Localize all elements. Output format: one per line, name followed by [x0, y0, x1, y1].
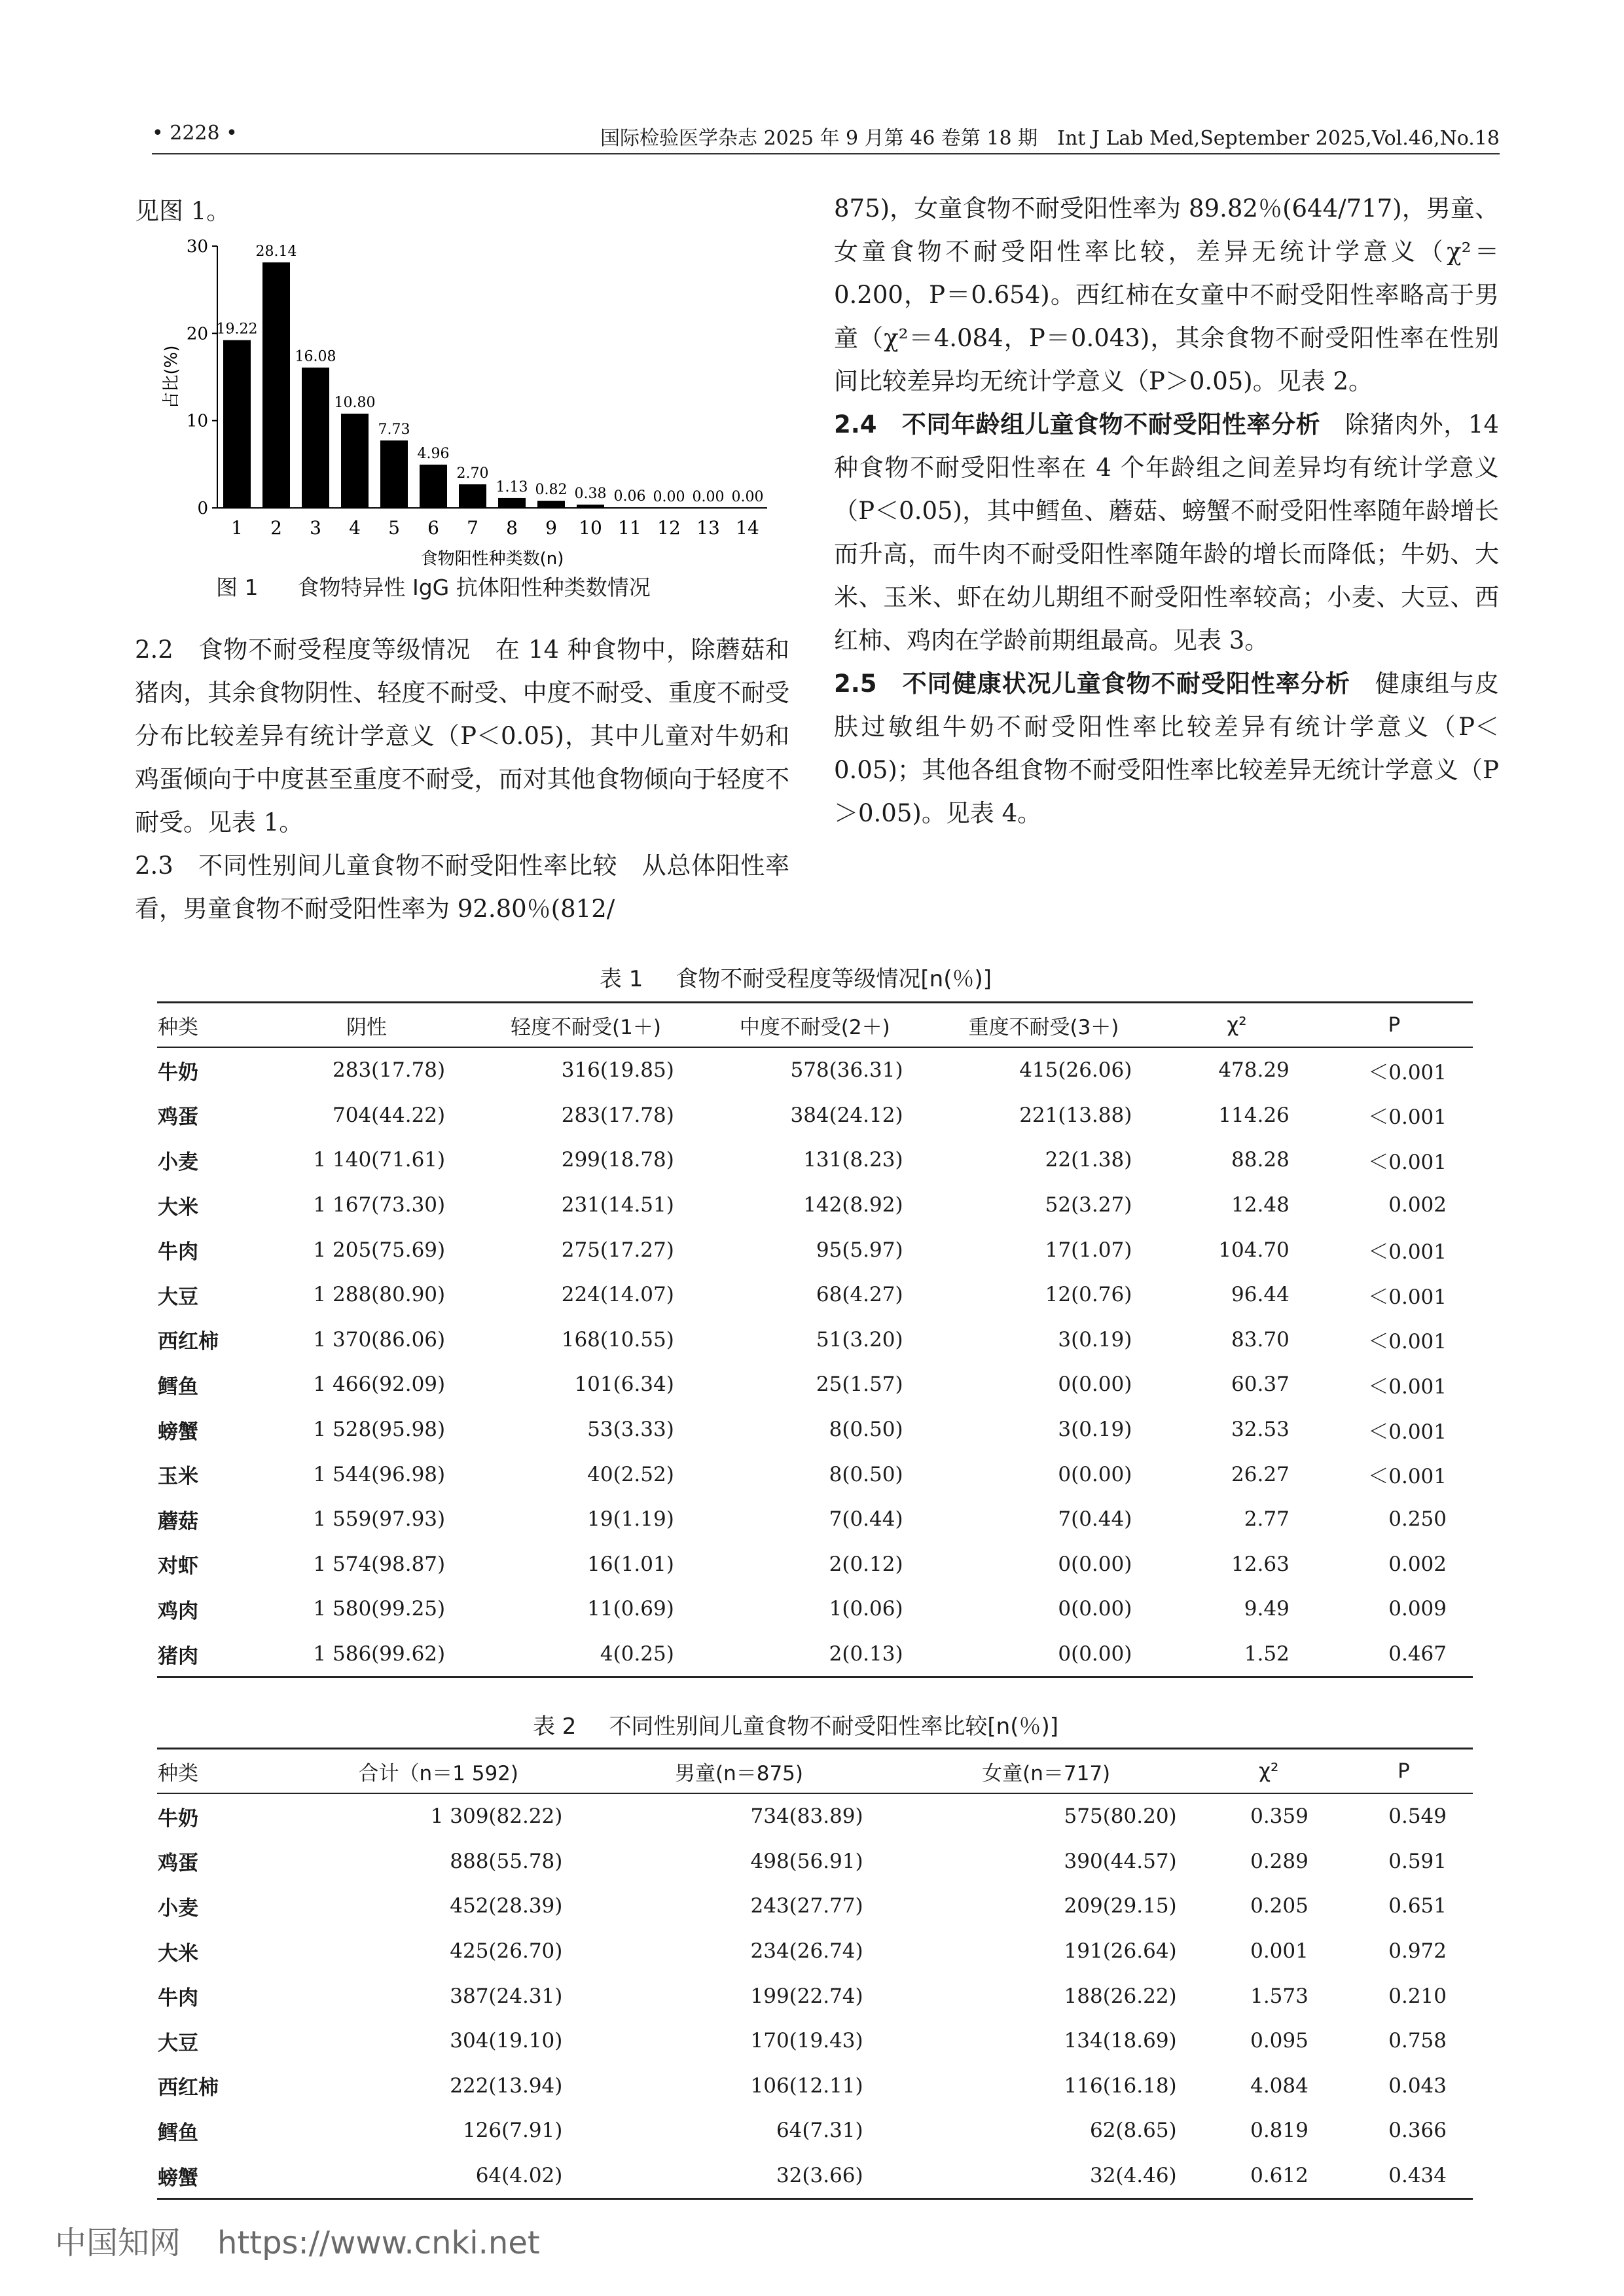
- table-cell: 275(17.27): [561, 1238, 674, 1262]
- section-2-4: [834, 403, 1499, 662]
- table-row: [157, 1542, 1473, 1587]
- table-cell: 114.26: [1218, 1103, 1290, 1127]
- table-cell: 62(8.65): [1089, 2119, 1177, 2143]
- row-label: 小麦: [158, 1896, 198, 1920]
- bar-value-label: 0.82: [535, 482, 568, 499]
- table-cell: 95(5.97): [816, 1238, 903, 1262]
- table-cell: 7(0.44): [1058, 1507, 1132, 1532]
- table-row: [157, 1587, 1473, 1632]
- watermark-url: https://www.cnki.net: [217, 2225, 540, 2261]
- table-cell: 478.29: [1218, 1058, 1290, 1083]
- section-2-3: [135, 844, 789, 931]
- bar: [577, 505, 604, 508]
- x-tick-label: 5: [388, 517, 400, 539]
- table-cell: 1 580(99.25): [313, 1597, 446, 1621]
- table-2-header-5: P: [1335, 1749, 1473, 1794]
- table-cell: 283(17.78): [561, 1103, 674, 1127]
- table-cell: 1.573: [1250, 1984, 1308, 2008]
- table-cell: 17(1.07): [1045, 1238, 1132, 1262]
- table-row: [157, 1183, 1473, 1228]
- bar-value-label: 10.80: [334, 395, 376, 411]
- table-cell: 0.289: [1250, 1849, 1308, 1873]
- table-2-header-2: 男童(n＝875): [588, 1749, 889, 1794]
- table-cell: 25(1.57): [816, 1372, 903, 1397]
- x-tick-label: 2: [270, 517, 282, 539]
- table-cell: ＜0.001: [1368, 1285, 1447, 1309]
- section-2-3-body: 从总体阳性率看，男童食物不耐受阳性率为 92.80％(812/: [135, 852, 790, 923]
- table-cell: 1 370(86.06): [313, 1327, 446, 1352]
- bar-value-label: 0.00: [653, 489, 685, 505]
- row-label: 玉米: [158, 1465, 198, 1489]
- table-cell: 0.250: [1388, 1507, 1447, 1532]
- x-tick-label: 6: [427, 517, 439, 539]
- table-cell: 96.44: [1231, 1283, 1290, 1307]
- table-cell: 1 309(82.22): [430, 1804, 563, 1829]
- bar-value-label: 2.70: [456, 465, 489, 482]
- section-2-5: [834, 662, 1499, 835]
- table-cell: 387(24.31): [450, 1984, 563, 2008]
- table-row: [157, 2153, 1473, 2199]
- table-1-header-1: 阴性: [262, 1003, 471, 1048]
- table-2-header-3: 女童(n＝717): [890, 1749, 1203, 1794]
- table-cell: 1 140(71.61): [313, 1148, 446, 1172]
- table-cell: 1 528(95.98): [313, 1418, 446, 1442]
- table-cell: 4.084: [1250, 2073, 1308, 2098]
- table-cell: 1 559(97.93): [313, 1507, 446, 1532]
- page-number: • 2228 •: [152, 122, 238, 145]
- table-cell: 83.70: [1231, 1327, 1290, 1352]
- table-cell: 0.043: [1388, 2073, 1447, 2098]
- table-cell: 3(0.19): [1058, 1418, 1132, 1442]
- section-2-5-body: 健康组与皮肤过敏组牛奶不耐受阳性率比较差异有统计学意义（P＜0.05)；其他各组食物不耐受阳性率比较差异无统计学意义（P＞0.05)。见表 4。: [834, 670, 1499, 827]
- table-cell: 0.434: [1335, 2153, 1473, 2199]
- table-1-header-5: χ²: [1158, 1003, 1315, 1048]
- table-cell: 209(29.15): [1064, 1894, 1177, 1918]
- figure-1-title: 食物特异性 IgG 抗体阳性种类数情况: [297, 575, 651, 600]
- right-column: [834, 187, 1499, 835]
- section-2-3-heading: 2.3 不同性别间儿童食物不耐受阳性率比较: [135, 852, 618, 880]
- cnki-watermark: [55, 2217, 540, 2263]
- table-cell: 0.001: [1250, 1939, 1308, 1964]
- table-cell: 32(4.46): [890, 2153, 1203, 2199]
- row-label: 鸡蛋: [158, 1852, 198, 1876]
- table-cell: 452(28.39): [450, 1894, 563, 1918]
- table-cell: 224(14.07): [561, 1283, 674, 1307]
- bar: [420, 465, 447, 508]
- table-row: [157, 1227, 1473, 1272]
- table-row: [157, 1632, 1473, 1677]
- row-label: 鸡蛋: [158, 1105, 198, 1130]
- header-rule: [152, 153, 1500, 154]
- table-cell: 415(26.06): [1019, 1058, 1132, 1083]
- table-2-body: [157, 1793, 1473, 2199]
- table-cell: 7(0.44): [829, 1507, 903, 1532]
- table-row: [157, 1362, 1473, 1407]
- row-label: 螃蟹: [157, 2153, 288, 2199]
- bar: [498, 498, 526, 508]
- table-cell: 4(0.25): [471, 1632, 700, 1677]
- section-2-4-heading: 2.4 不同年龄组儿童食物不耐受阳性率分析: [834, 410, 1321, 439]
- table-cell: 1 167(73.30): [313, 1193, 446, 1217]
- table-cell: 9.49: [1244, 1597, 1290, 1621]
- bar: [302, 368, 329, 508]
- table-cell: 53(3.33): [587, 1418, 674, 1442]
- intro-text: 见图 1。: [135, 197, 231, 225]
- table-cell: 384(24.12): [790, 1103, 903, 1127]
- bar-value-label: 0.06: [613, 488, 646, 505]
- table-cell: 0(0.00): [1058, 1552, 1132, 1576]
- table-cell: 498(56.91): [750, 1849, 863, 1873]
- table-cell: 0.651: [1388, 1894, 1447, 1918]
- table-cell: 704(44.22): [333, 1103, 446, 1127]
- x-tick-label: 7: [467, 517, 478, 539]
- bar-value-label: 7.73: [378, 421, 410, 438]
- table-cell: 11(0.69): [587, 1597, 674, 1621]
- bar: [262, 262, 290, 508]
- table-cell: 390(44.57): [1064, 1849, 1177, 1873]
- table-cell: 2.77: [1244, 1507, 1290, 1532]
- table-cell: 131(8.23): [803, 1148, 903, 1172]
- table-cell: 64(7.31): [776, 2119, 863, 2143]
- table-cell: 0.366: [1388, 2119, 1447, 2143]
- row-label: 大米: [158, 1941, 198, 1965]
- x-tick-label: 14: [736, 517, 759, 539]
- table-1-header-2: 轻度不耐受(1＋): [471, 1003, 700, 1048]
- table-row: [157, 1929, 1473, 1974]
- table-2-number: 表 2: [532, 1713, 577, 1740]
- table-cell: 0.002: [1388, 1193, 1447, 1217]
- table-row: [157, 1884, 1473, 1929]
- table-1-number: 表 1: [599, 966, 643, 992]
- table-cell: 12.63: [1231, 1552, 1290, 1576]
- table-cell: 2(0.12): [829, 1552, 903, 1576]
- row-label: 大豆: [158, 1285, 198, 1309]
- table-cell: 0.758: [1388, 2029, 1447, 2053]
- table-row: [157, 1318, 1473, 1363]
- table-1-body: [157, 1047, 1473, 1677]
- table-cell: 199(22.74): [750, 1984, 863, 2008]
- table-cell: 0.002: [1388, 1552, 1447, 1576]
- table-row: [157, 1407, 1473, 1452]
- table-cell: ＜0.001: [1368, 1105, 1447, 1130]
- x-axis-label: 食物阳性种类数(n): [420, 549, 564, 569]
- table-cell: 168(10.55): [561, 1327, 674, 1352]
- table-cell: 0(0.00): [929, 1632, 1159, 1677]
- table-cell: ＜0.001: [1368, 1374, 1447, 1399]
- bar: [380, 440, 408, 508]
- table-cell: ＜0.001: [1368, 1240, 1447, 1265]
- table-cell: 88.28: [1231, 1148, 1290, 1172]
- table-cell: 12(0.76): [1045, 1283, 1132, 1307]
- table-1-header-row: [157, 1003, 1473, 1048]
- table-cell: 64(4.02): [288, 2153, 588, 2199]
- table-cell: 888(55.78): [450, 1849, 563, 1873]
- table-cell: 578(36.31): [790, 1058, 903, 1083]
- row-label: 鳕鱼: [158, 2121, 198, 2145]
- table-cell: 231(14.51): [561, 1193, 674, 1217]
- table-cell: 0.612: [1203, 2153, 1335, 2199]
- table-2-header-0: 种类: [157, 1749, 288, 1794]
- table-cell: 32.53: [1231, 1418, 1290, 1442]
- row-label: 对虾: [158, 1554, 198, 1579]
- table-cell: 1 466(92.09): [313, 1372, 446, 1397]
- bar: [616, 507, 643, 508]
- table-cell: 16(1.01): [587, 1552, 674, 1576]
- table-row: [157, 1138, 1473, 1183]
- table-row: [157, 2064, 1473, 2109]
- left-column-body: [135, 628, 789, 931]
- y-tick-label: 20: [186, 324, 208, 344]
- table-1-header-3: 中度不耐受(2＋): [700, 1003, 929, 1048]
- table-cell: 0.591: [1388, 1849, 1447, 1873]
- table-row: [157, 1047, 1473, 1093]
- y-tick-label: 0: [197, 499, 208, 518]
- table-cell: 283(17.78): [333, 1058, 446, 1083]
- table-cell: 8(0.50): [829, 1418, 903, 1442]
- bar-value-label: 4.96: [417, 445, 450, 462]
- table-cell: 22(1.38): [1045, 1148, 1132, 1172]
- bar-value-label: 1.13: [496, 478, 528, 495]
- table-cell: ＜0.001: [1368, 1465, 1447, 1489]
- row-label: 牛奶: [158, 1060, 198, 1085]
- table-cell: 40(2.52): [587, 1462, 674, 1486]
- bar-chart: [135, 230, 789, 571]
- journal-header: 国际检验医学杂志 2025 年 9 月第 46 卷第 18 期 Int J Lab Med,September 2025,Vol.46,No.18: [600, 127, 1500, 150]
- figure-1-caption: [216, 571, 690, 601]
- table-row: [157, 1452, 1473, 1497]
- table-cell: 0(0.00): [1058, 1597, 1132, 1621]
- bar-value-label: 0.38: [574, 485, 607, 502]
- table-cell: ＜0.001: [1368, 1420, 1447, 1444]
- bar: [223, 340, 251, 508]
- row-label: 猪肉: [157, 1632, 262, 1677]
- table-cell: 32(3.66): [588, 2153, 889, 2199]
- table-row: [157, 1093, 1473, 1138]
- table-1-caption: 食物不耐受程度等级情况[n(％)]: [676, 966, 992, 992]
- table-cell: 134(18.69): [1064, 2029, 1177, 2053]
- table-2-header-1: 合计（n＝1 592): [288, 1749, 588, 1794]
- table-row: [157, 1272, 1473, 1318]
- row-label: 大豆: [158, 2031, 198, 2055]
- table-row: [157, 1793, 1473, 1839]
- table-row: [157, 1839, 1473, 1884]
- table-cell: 0.009: [1388, 1597, 1447, 1621]
- table-cell: 52(3.27): [1045, 1193, 1132, 1217]
- table-row: [157, 1973, 1473, 2018]
- x-tick-label: 10: [579, 517, 602, 539]
- table-cell: 2(0.13): [700, 1632, 929, 1677]
- table-cell: 116(16.18): [1064, 2073, 1177, 2098]
- table-2-header-row: [157, 1749, 1473, 1794]
- table-1-header-0: 种类: [157, 1003, 262, 1048]
- table-cell: 1(0.06): [829, 1597, 903, 1621]
- table-cell: 12.48: [1231, 1193, 1290, 1217]
- x-tick-label: 3: [310, 517, 321, 539]
- table-cell: 26.27: [1231, 1462, 1290, 1486]
- table-cell: 1 288(80.90): [313, 1283, 446, 1307]
- row-label: 鳕鱼: [158, 1374, 198, 1399]
- x-tick-label: 1: [231, 517, 243, 539]
- row-label: 大米: [158, 1195, 198, 1219]
- table-cell: 191(26.64): [1064, 1939, 1177, 1964]
- bar-value-label: 0.00: [692, 489, 725, 505]
- bar: [341, 414, 369, 508]
- x-tick-label: 4: [349, 517, 361, 539]
- table-cell: 1 586(99.62): [262, 1632, 471, 1677]
- table-cell: 188(26.22): [1064, 1984, 1177, 2008]
- bar-value-label: 28.14: [255, 243, 297, 260]
- table-cell: 68(4.27): [816, 1283, 903, 1307]
- left-column-intro: [135, 190, 789, 233]
- y-tick-label: 10: [186, 411, 208, 431]
- section-2-2: [135, 628, 789, 844]
- table-cell: 243(27.77): [750, 1894, 863, 1918]
- table-cell: 316(19.85): [561, 1058, 674, 1083]
- table-cell: 0.819: [1250, 2119, 1308, 2143]
- bar: [459, 484, 486, 508]
- x-tick-label: 11: [618, 517, 641, 539]
- table-1-title: [0, 961, 1624, 993]
- table-2-title: [0, 1708, 1624, 1740]
- table-cell: 234(26.74): [750, 1939, 863, 1964]
- table-cell: 0.205: [1250, 1894, 1308, 1918]
- table-cell: ＜0.001: [1368, 1060, 1447, 1085]
- section-2-2-heading: 2.2 食物不耐受程度等级情况: [135, 636, 471, 664]
- table-cell: 425(26.70): [450, 1939, 563, 1964]
- table-cell: 51(3.20): [816, 1327, 903, 1352]
- section-2-3-continued: 875)，女童食物不耐受阳性率为 89.82％(644/717)，男童、女童食物不耐受阳性率比较，差异无统计学意义（χ²＝0.200，P＝0.654)。西红柿在女童中不耐受阳性率略高于男童（χ²＝4.084，P＝0.043)，其余食物不耐受阳性率在性别间比较差异均无统计学意义（P＞0.05)。见表 2。: [834, 194, 1499, 395]
- bar: [537, 501, 565, 508]
- table-cell: 19(1.19): [587, 1507, 674, 1532]
- figure-1: [135, 230, 789, 571]
- table-cell: 304(19.10): [450, 2029, 563, 2053]
- row-label: 小麦: [158, 1150, 198, 1174]
- row-label: 牛肉: [158, 1986, 198, 2011]
- table-cell: 0(0.00): [1058, 1462, 1132, 1486]
- table-cell: 0.210: [1388, 1984, 1447, 2008]
- x-tick-label: 9: [545, 517, 557, 539]
- table-cell: 106(12.11): [750, 2073, 863, 2098]
- table-1-header-6: P: [1316, 1003, 1473, 1048]
- table-2: [157, 1748, 1473, 2200]
- table-cell: 0.972: [1388, 1939, 1447, 1964]
- table-cell: 3(0.19): [1058, 1327, 1132, 1352]
- table-cell: 104.70: [1218, 1238, 1290, 1262]
- table-1-header-4: 重度不耐受(3＋): [929, 1003, 1159, 1048]
- bar-value-label: 0.00: [731, 489, 764, 505]
- row-label: 蘑菇: [158, 1509, 198, 1534]
- row-label: 牛肉: [158, 1240, 198, 1265]
- row-label: 西红柿: [158, 1330, 219, 1354]
- row-label: 鸡肉: [158, 1599, 198, 1623]
- table-1: [157, 1001, 1473, 1678]
- x-tick-label: 8: [506, 517, 518, 539]
- table-cell: ＜0.001: [1368, 1150, 1447, 1174]
- table-cell: 221(13.88): [1019, 1103, 1132, 1127]
- table-cell: 0.549: [1388, 1804, 1447, 1829]
- table-row: [157, 2108, 1473, 2153]
- section-2-4-body: 除猪肉外，14 种食物不耐受阳性率在 4 个年龄组之间差异均有统计学意义（P＜0.05)，其中鳕鱼、蘑菇、螃蟹不耐受阳性率随年龄增长而升高，而牛肉不耐受阳性率随年龄的增长而降低；牛奶、大米、玉米、虾在幼儿期组不耐受阳性率较高；小麦、大豆、西红柿、鸡肉在学龄前期组最高。见表 3。: [834, 410, 1499, 655]
- table-cell: 101(6.34): [574, 1372, 674, 1397]
- table-cell: 0.095: [1250, 2029, 1308, 2053]
- watermark-brand: 中国知网: [55, 2225, 181, 2261]
- table-cell: 575(80.20): [1064, 1804, 1177, 1829]
- table-2-header-4: χ²: [1203, 1749, 1335, 1794]
- figure-1-number: 图 1: [216, 575, 259, 600]
- bar-value-label: 16.08: [295, 348, 336, 365]
- y-tick-label: 30: [186, 237, 208, 257]
- section-2-5-heading: 2.5 不同健康状况儿童食物不耐受阳性率分析: [834, 670, 1350, 698]
- table-cell: 299(18.78): [561, 1148, 674, 1172]
- table-cell: 170(19.43): [750, 2029, 863, 2053]
- table-cell: 8(0.50): [829, 1462, 903, 1486]
- table-cell: 0.467: [1316, 1632, 1473, 1677]
- table-cell: ＜0.001: [1368, 1330, 1447, 1354]
- table-cell: 126(7.91): [462, 2119, 563, 2143]
- table-cell: 142(8.92): [803, 1193, 903, 1217]
- x-tick-label: 12: [657, 517, 681, 539]
- table-cell: 0(0.00): [1058, 1372, 1132, 1397]
- table-cell: 734(83.89): [750, 1804, 863, 1829]
- table-cell: 1 544(96.98): [313, 1462, 446, 1486]
- row-label: 螃蟹: [158, 1420, 198, 1444]
- row-label: 西红柿: [158, 2076, 219, 2100]
- table-cell: 1.52: [1158, 1632, 1315, 1677]
- table-cell: 0.359: [1250, 1804, 1308, 1829]
- table-row: [157, 2018, 1473, 2064]
- table-cell: 1 205(75.69): [313, 1238, 446, 1262]
- table-2-caption: 不同性别间儿童食物不耐受阳性率比较[n(％)]: [609, 1713, 1059, 1740]
- bar-value-label: 19.22: [216, 321, 258, 338]
- table-row: [157, 1497, 1473, 1542]
- section-2-2-body: 在 14 种食物中，除蘑菇和猪肉，其余食物阴性、轻度不耐受、中度不耐受、重度不耐受分布比较差异有统计学意义（P＜0.05)，其中儿童对牛奶和鸡蛋倾向于中度甚至重度不耐受，而对其他食物倾向于轻度不耐受。见表 1。: [135, 636, 790, 836]
- y-axis-label: 占比(%): [162, 345, 181, 409]
- table-cell: 1 574(98.87): [313, 1552, 446, 1576]
- row-label: 牛奶: [158, 1806, 198, 1831]
- table-cell: 222(13.94): [450, 2073, 563, 2098]
- x-tick-label: 13: [696, 517, 720, 539]
- table-cell: 60.37: [1231, 1372, 1290, 1397]
